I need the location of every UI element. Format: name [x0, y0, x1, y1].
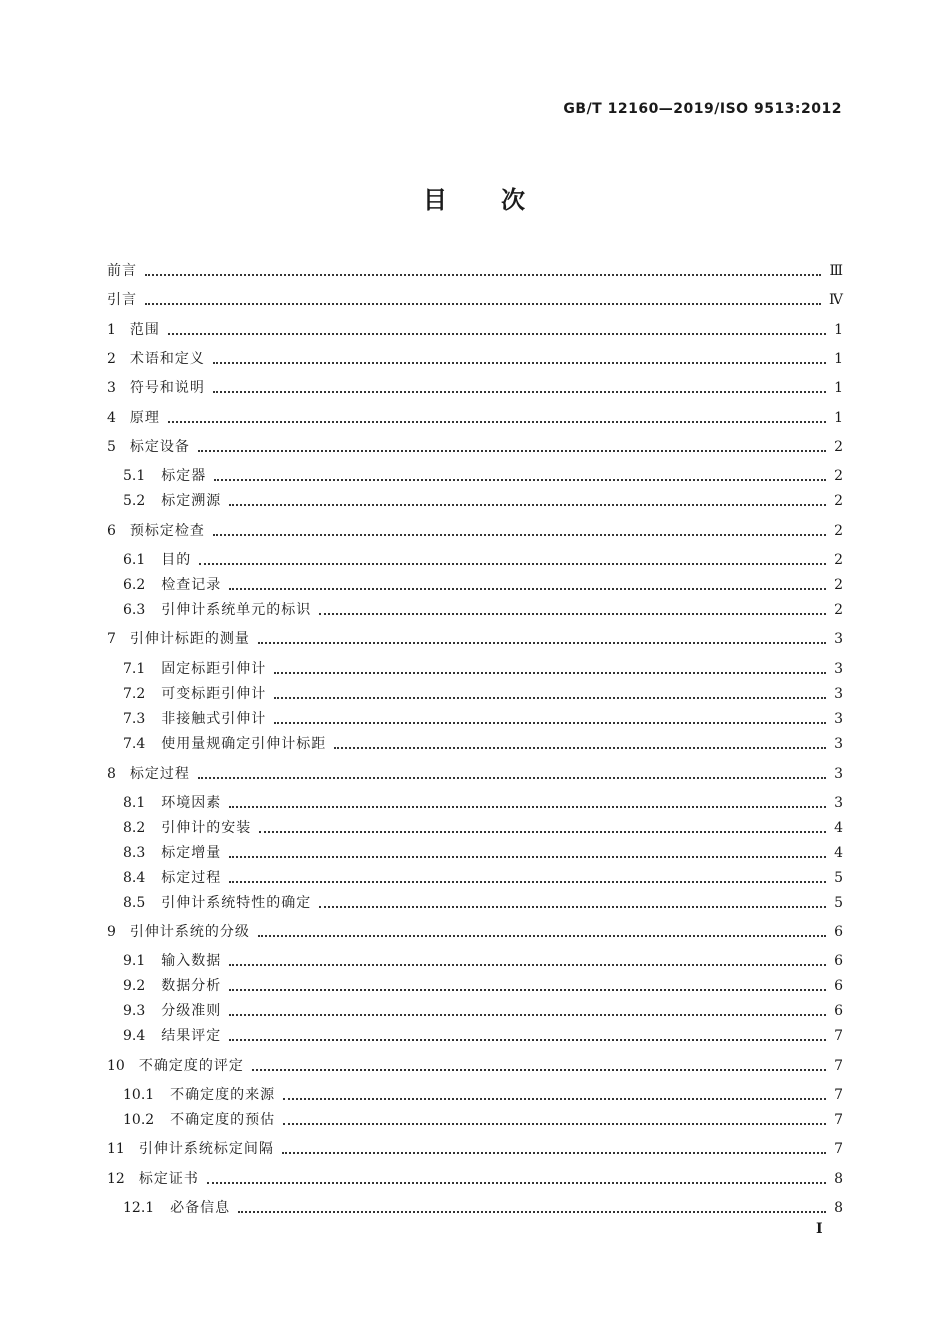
toc-entry-page: 3	[834, 711, 843, 727]
toc-entry[interactable]	[123, 1110, 843, 1130]
toc-entry-label: 标定证书	[138, 1171, 199, 1187]
toc-entry-number: 8.2	[123, 820, 146, 836]
toc-entry-number: 8.3	[123, 845, 146, 861]
toc-entry[interactable]	[123, 976, 843, 996]
toc-dot-leader	[229, 855, 826, 858]
toc-dot-leader	[213, 361, 826, 364]
toc-entry-page: 2	[834, 468, 843, 484]
toc-entry-number: 8.4	[123, 870, 146, 886]
toc-entry[interactable]	[107, 521, 843, 541]
toc-dot-leader	[283, 1097, 826, 1100]
toc-dot-leader	[252, 1068, 826, 1071]
toc-entry-page: 5	[834, 870, 843, 886]
toc-entry[interactable]	[123, 491, 843, 511]
toc-entry-page: 5	[834, 895, 843, 911]
toc-entry-page: 2	[834, 523, 843, 539]
toc-entry-label: 非接触式引伸计	[161, 711, 267, 727]
toc-entry-page: 1	[834, 351, 843, 367]
toc-entry-number: 10.1	[123, 1087, 155, 1103]
toc-entry-number: 1	[107, 322, 116, 338]
toc-entry-label: 引伸计系统单元的标识	[161, 602, 312, 618]
toc-entry-label: 符号和说明	[129, 380, 205, 396]
toc-entry-page: 2	[834, 577, 843, 593]
toc-entry-page: 3	[834, 686, 843, 702]
toc-entry-page: 7	[834, 1141, 843, 1157]
toc-entry[interactable]	[123, 1085, 843, 1105]
toc-entry-label: 标定增量	[161, 845, 222, 861]
toc-entry-label: 目的	[161, 552, 192, 568]
toc-dot-leader	[274, 671, 826, 674]
toc-entry-page: 1	[834, 380, 843, 396]
toc-entry-number: 6.2	[123, 577, 146, 593]
toc-entry-number: 12.1	[123, 1200, 155, 1216]
toc-entry-label: 不确定度的评定	[138, 1058, 244, 1074]
toc-entry-page: 1	[834, 410, 843, 426]
toc-entry-number: 6.1	[123, 552, 146, 568]
toc-dot-leader	[319, 905, 826, 908]
toc-dot-leader	[168, 332, 826, 335]
toc-entry[interactable]	[107, 320, 843, 340]
toc-entry[interactable]	[107, 764, 843, 784]
toc-entry[interactable]	[123, 575, 843, 595]
toc-entry[interactable]	[123, 893, 843, 913]
toc-entry[interactable]	[123, 951, 843, 971]
toc-dot-leader	[229, 1038, 826, 1041]
toc-entry-page: 3	[834, 766, 843, 782]
toc-entry-page: 7	[834, 1058, 843, 1074]
toc-dot-leader	[198, 449, 826, 452]
toc-entry-label: 不确定度的预估	[170, 1112, 276, 1128]
toc-entry-page: 7	[834, 1112, 843, 1128]
toc-entry[interactable]	[107, 261, 843, 281]
toc-dot-leader	[229, 880, 826, 883]
toc-entry[interactable]	[123, 1001, 843, 1021]
toc-dot-leader	[229, 805, 826, 808]
toc-entry[interactable]	[123, 868, 843, 888]
toc-dot-leader	[229, 503, 826, 506]
toc-entry-number: 7.2	[123, 686, 146, 702]
toc-entry-label: 数据分析	[161, 978, 222, 994]
toc-entry-label: 标定过程	[129, 766, 190, 782]
toc-entry-page: 3	[834, 736, 843, 752]
toc-entry-page: 2	[834, 439, 843, 455]
toc-dot-leader	[229, 1013, 826, 1016]
toc-entry-number: 10	[107, 1058, 125, 1074]
toc-entry[interactable]	[123, 709, 843, 729]
toc-dot-leader	[274, 696, 826, 699]
page-title: 目 次	[423, 186, 527, 214]
toc-entry-label: 标定溯源	[161, 493, 222, 509]
toc-entry-number: 7.3	[123, 711, 146, 727]
toc-entry-number: 8.5	[123, 895, 146, 911]
toc-dot-leader	[334, 746, 826, 749]
toc-entry-label: 输入数据	[161, 953, 222, 969]
toc-entry-label: 标定器	[161, 468, 207, 484]
toc-entry-number: 6	[107, 523, 116, 539]
toc-dot-leader	[145, 302, 821, 305]
toc-entry-page: 2	[834, 602, 843, 618]
toc-entry-label: 引伸计系统特性的确定	[161, 895, 312, 911]
toc-entry-label: 分级准则	[161, 1003, 222, 1019]
toc-dot-leader	[259, 830, 826, 833]
toc-entry-number: 7.1	[123, 661, 146, 677]
toc-dot-leader	[168, 420, 826, 423]
page-folio: I	[816, 1221, 823, 1237]
toc-entry-label: 结果评定	[161, 1028, 222, 1044]
toc-entry-page: 7	[834, 1087, 843, 1103]
toc-entry[interactable]	[123, 466, 843, 486]
toc-entry-page: 8	[834, 1200, 843, 1216]
toc-entry-label: 引伸计的安装	[161, 820, 252, 836]
toc-entry-label: 原理	[129, 410, 160, 426]
toc-entry-label: 预标定检查	[129, 523, 205, 539]
toc-entry[interactable]	[107, 1139, 843, 1159]
toc-entry[interactable]	[107, 629, 843, 649]
toc-entry[interactable]	[123, 550, 843, 570]
toc-entry-number: 2	[107, 351, 116, 367]
toc-entry[interactable]	[107, 290, 843, 310]
toc-entry-number: 9	[107, 924, 116, 940]
toc-entry[interactable]	[123, 818, 843, 838]
toc-dot-leader	[229, 587, 826, 590]
toc-entry-label: 固定标距引伸计	[161, 661, 267, 677]
toc-entry-label: 引言	[107, 292, 137, 308]
toc-entry-page: 4	[834, 845, 843, 861]
toc-dot-leader	[145, 273, 821, 276]
toc-dot-leader	[214, 478, 826, 481]
toc-entry-label: 引伸计系统的分级	[129, 924, 250, 940]
toc-entry-label: 标定过程	[161, 870, 222, 886]
standard-code: GB/T 12160—2019/ISO 9513:2012	[563, 101, 842, 117]
toc-dot-leader	[258, 934, 826, 937]
toc-entry-page: Ⅳ	[829, 292, 843, 308]
toc-entry-label: 可变标距引伸计	[161, 686, 267, 702]
toc-entry-label: 引伸计系统标定间隔	[138, 1141, 274, 1157]
toc-entry[interactable]	[123, 684, 843, 704]
toc-entry-page: 8	[834, 1171, 843, 1187]
toc-entry-page: 6	[834, 1003, 843, 1019]
toc-entry-label: 检查记录	[161, 577, 222, 593]
toc-entry[interactable]	[123, 1026, 843, 1046]
toc-dot-leader	[229, 988, 826, 991]
toc-entry[interactable]	[107, 1056, 843, 1076]
toc-entry-number: 3	[107, 380, 116, 396]
toc-entry[interactable]	[123, 843, 843, 863]
toc-entry-page: 2	[834, 493, 843, 509]
toc-dot-leader	[198, 776, 826, 779]
toc-entry[interactable]	[123, 793, 843, 813]
toc-entry-number: 9.1	[123, 953, 146, 969]
toc-entry-page: 1	[834, 322, 843, 338]
toc-entry-page: Ⅲ	[829, 263, 843, 279]
toc-entry[interactable]	[107, 1169, 843, 1189]
toc-entry[interactable]	[107, 437, 843, 457]
toc-entry-number: 8.1	[123, 795, 146, 811]
toc-entry[interactable]	[123, 659, 843, 679]
toc-dot-leader	[283, 1122, 826, 1125]
toc-entry[interactable]	[107, 378, 843, 398]
toc-dot-leader	[207, 1181, 826, 1184]
toc-entry[interactable]	[107, 349, 843, 369]
toc-entry[interactable]	[123, 600, 843, 620]
toc-entry-number: 9.2	[123, 978, 146, 994]
toc-dot-leader	[319, 612, 826, 615]
toc-entry-number: 9.4	[123, 1028, 146, 1044]
toc-entry-number: 8	[107, 766, 116, 782]
toc-dot-leader	[238, 1210, 826, 1213]
toc-entry-number: 7	[107, 631, 116, 647]
toc-entry-number: 5.2	[123, 493, 146, 509]
toc-dot-leader	[229, 963, 826, 966]
toc-entry-number: 7.4	[123, 736, 146, 752]
toc-entry-label: 使用量规确定引伸计标距	[161, 736, 327, 752]
toc-dot-leader	[213, 533, 826, 536]
toc-entry-page: 6	[834, 978, 843, 994]
toc-entry-label: 必备信息	[170, 1200, 231, 1216]
toc-dot-leader	[199, 562, 826, 565]
toc-entry-number: 4	[107, 410, 116, 426]
toc-entry-label: 前言	[107, 263, 137, 279]
toc-entry-number: 11	[107, 1141, 125, 1157]
toc-entry[interactable]	[107, 922, 843, 942]
toc-entry[interactable]	[123, 734, 843, 754]
toc-entry-label: 术语和定义	[129, 351, 205, 367]
toc-entry-label: 不确定度的来源	[170, 1087, 276, 1103]
toc-entry-label: 环境因素	[161, 795, 222, 811]
toc-entry-number: 12	[107, 1171, 125, 1187]
toc-dot-leader	[213, 390, 826, 393]
toc-entry-page: 4	[834, 820, 843, 836]
toc-entry-label: 引伸计标距的测量	[129, 631, 250, 647]
toc-entry-label: 标定设备	[129, 439, 190, 455]
toc-entry-page: 6	[834, 953, 843, 969]
toc-dot-leader	[274, 721, 826, 724]
toc-entry-number: 9.3	[123, 1003, 146, 1019]
toc-entry-number: 10.2	[123, 1112, 155, 1128]
toc-entry[interactable]	[107, 408, 843, 428]
toc-entry-page: 3	[834, 661, 843, 677]
toc-entry-number: 5	[107, 439, 116, 455]
toc-entry-number: 6.3	[123, 602, 146, 618]
toc-entry-page: 3	[834, 631, 843, 647]
toc-entry-number: 5.1	[123, 468, 146, 484]
toc-dot-leader	[282, 1151, 826, 1154]
toc-entry-page: 2	[834, 552, 843, 568]
toc-entry[interactable]	[123, 1198, 843, 1218]
toc-entry-page: 6	[834, 924, 843, 940]
toc-entry-page: 3	[834, 795, 843, 811]
toc-entry-page: 7	[834, 1028, 843, 1044]
toc-dot-leader	[258, 641, 826, 644]
toc-entry-label: 范围	[129, 322, 160, 338]
